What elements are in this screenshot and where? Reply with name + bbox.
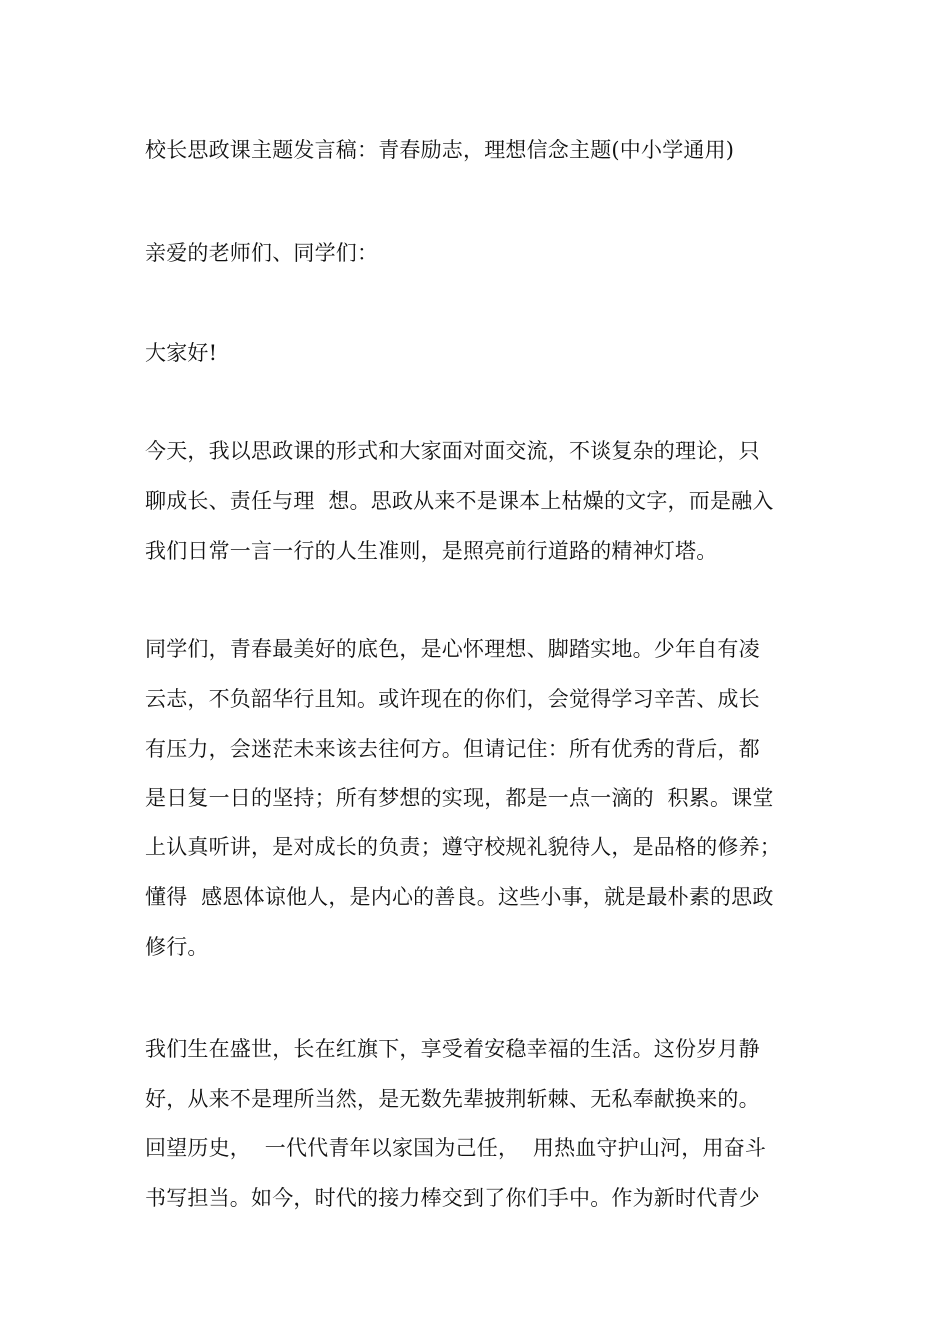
- paragraph-line: 是日复一日的坚持；所有梦想的实现，都是一点一滴的 积累。课堂: [145, 786, 774, 810]
- paragraph-line: 我们生在盛世，长在红旗下，享受着安稳幸福的生活。这份岁月静: [145, 1037, 760, 1061]
- document-title: 校长思政课主题发言稿：青春励志，理想信念主题(中小学通用): [145, 138, 735, 162]
- paragraph-line: 有压力，会迷茫未来该去往何方。但请记住：所有优秀的背后，都: [145, 737, 760, 761]
- paragraph-line: 我们日常一言一行的人生准则，是照亮前行道路的精神灯塔。: [145, 539, 718, 563]
- paragraph-line: 书写担当。如今，时代的接力棒交到了你们手中。作为新时代青少: [145, 1186, 760, 1210]
- salutation: 大家好!: [145, 341, 218, 365]
- paragraph-line: 上认真听讲，是对成长的负责；遵守校规礼貌待人，是品格的修养；: [145, 835, 781, 859]
- paragraph-line: 回望历史， 一代代青年以家国为己任， 用热血守护山河，用奋斗: [145, 1136, 767, 1160]
- paragraph-line: 今天，我以思政课的形式和大家面对面交流，不谈复杂的理论，只: [145, 439, 760, 463]
- paragraph-line: 同学们，青春最美好的底色，是心怀理想、脚踏实地。少年自有凌: [145, 637, 760, 661]
- paragraph-line: 懂得 感恩体谅他人，是内心的善良。这些小事，就是最朴素的思政: [145, 885, 774, 909]
- paragraph-line: 好，从来不是理所当然，是无数先辈披荆斩棘、无私奉献换来的。: [145, 1087, 760, 1111]
- paragraph-line: 云志，不负韶华行且知。或许现在的你们，会觉得学习辛苦、成长: [145, 687, 760, 711]
- paragraph-line: 聊成长、责任与理 想。思政从来不是课本上枯燥的文字，而是融入: [145, 489, 774, 513]
- greeting: 亲爱的老师们、同学们：: [145, 241, 379, 265]
- paragraph-line: 修行。: [145, 935, 209, 959]
